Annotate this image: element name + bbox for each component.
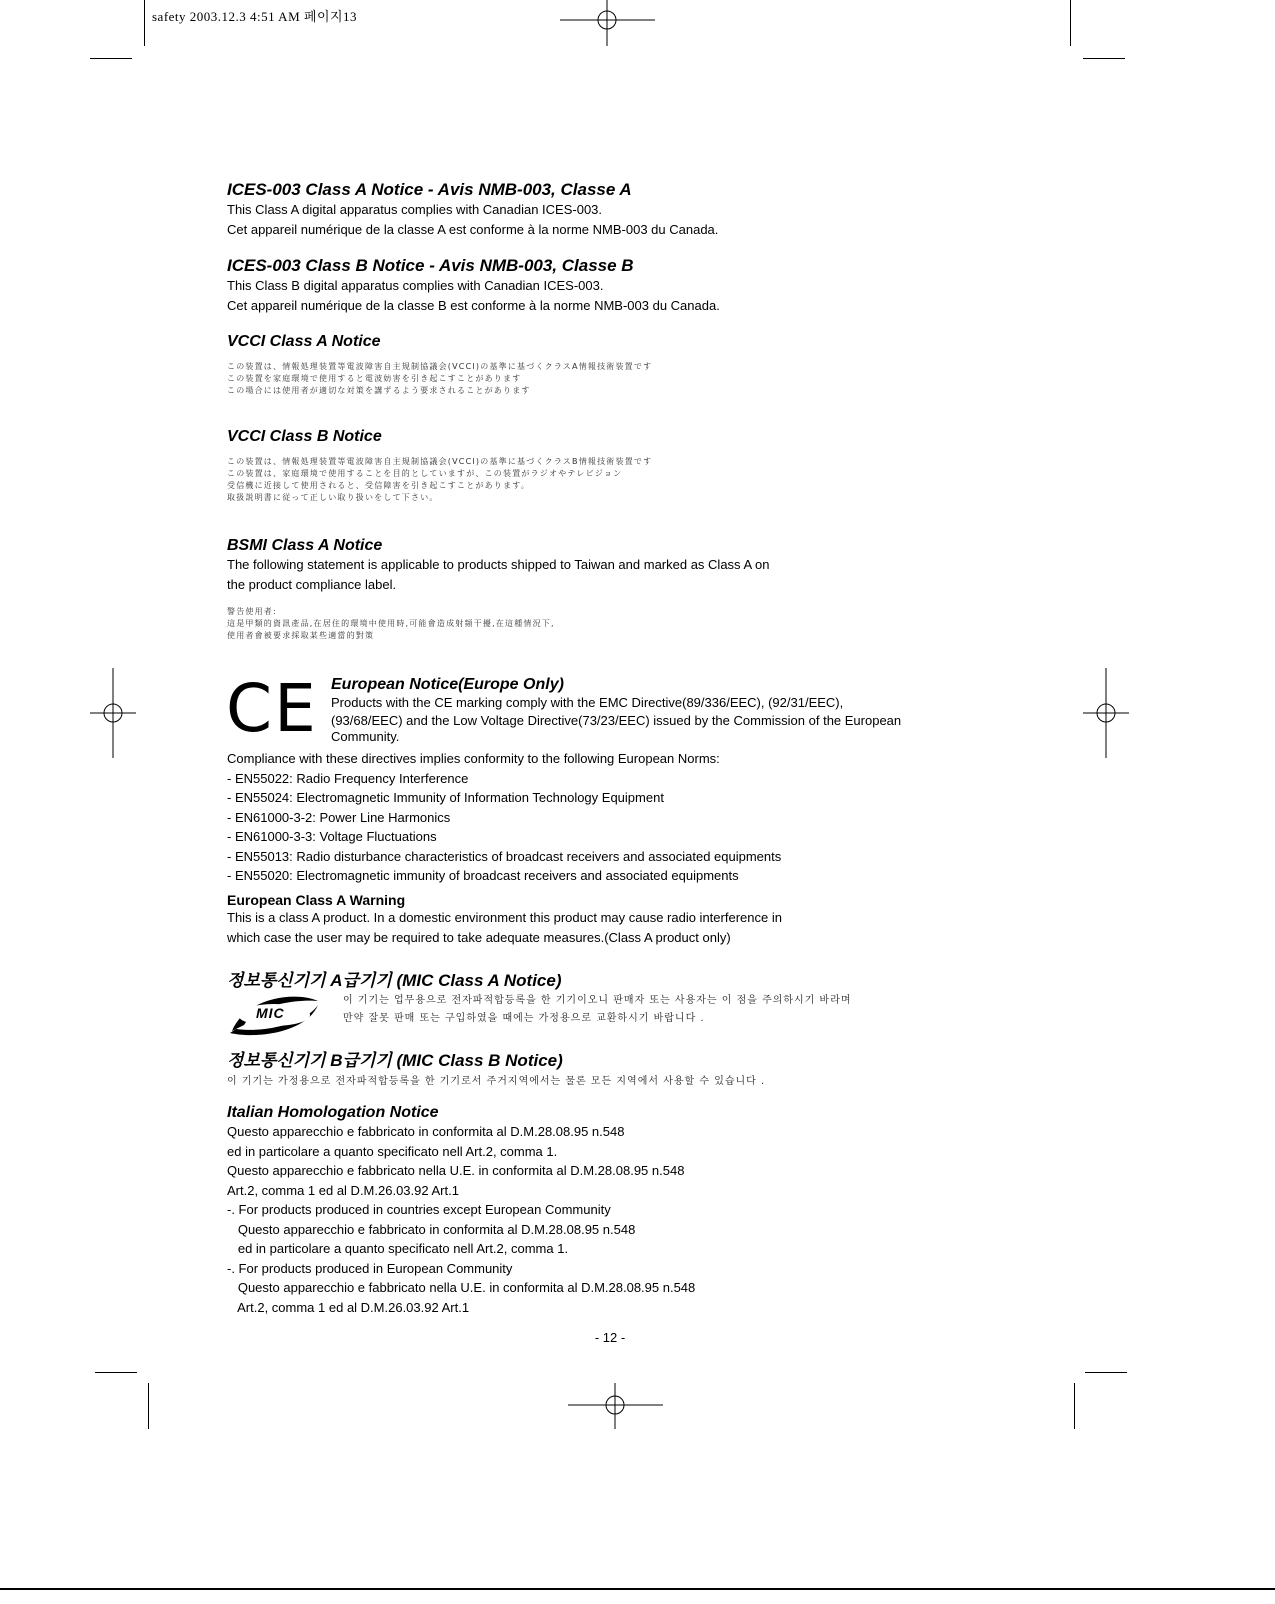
- crop-mark-bottom-right-vertical: [1074, 1383, 1075, 1429]
- italian-line: ed in particolare a quanto specificato nell Art.2, comma 1.: [227, 1143, 558, 1159]
- bsmi-class-a-line: The following statement is applicable to products shipped to Taiwan and marked as Class A on: [227, 557, 770, 572]
- bsmi-chinese-line: 警告使用者:: [227, 607, 277, 616]
- vcci-class-a-line: この装置は、情報処理装置等電波障害自主規制協議会(VCCI)の基準に基づくクラスA情報技術装置です: [227, 362, 653, 371]
- italian-line: Questo apparecchio e fabbricato in conformita al D.M.28.08.95 n.548: [227, 1124, 625, 1139]
- european-notice-header: [331, 676, 1031, 743]
- mic-logo-text: MIC: [256, 1005, 285, 1021]
- mic-class-a-title: 정보통신기기 A급기기 (MIC Class A Notice): [227, 971, 562, 990]
- european-warning-line: which case the user may be required to take adequate measures.(Class A product only): [227, 929, 731, 945]
- european-warning-line: This is a class A product. In a domestic environment this product may cause radio interference in: [227, 910, 782, 925]
- registration-mark-bottom-icon: [568, 1383, 663, 1429]
- compliance-statement: Compliance with these directives implies conformity to the following European Norms:: [227, 751, 720, 766]
- mic-logo-icon: [226, 993, 322, 1037]
- registration-mark-left-icon: [90, 668, 136, 758]
- bsmi-chinese-line: 使用者會被要求採取某些適當的對策: [227, 631, 375, 640]
- italian-line: ed in particolare a quanto specificato nell Art.2, comma 1.: [227, 1241, 569, 1256]
- italian-line: Questo apparecchio e fabbricato nella U.E. in conformita al D.M.28.08.95 n.548: [227, 1163, 685, 1178]
- norm-item: - EN55022: Radio Frequency Interference: [227, 770, 469, 786]
- vcci-class-a-title: VCCI Class A Notice: [227, 333, 381, 350]
- vcci-class-a-line: この場合には使用者が適切な対策を講ずるよう要求されることがあります: [227, 386, 531, 395]
- crop-mark-bottom-left-horizontal: [95, 1372, 137, 1373]
- vcci-class-b-section: [227, 428, 1027, 504]
- ices-class-a-title: ICES-003 Class A Notice - Avis NMB-003, Classe A: [227, 180, 632, 199]
- vcci-class-b-line: この装置は、家庭環境で使用することを目的としていますが、この装置がラジオやテレビジョン: [227, 469, 623, 478]
- ices-class-a-line: Cet appareil numérique de la classe A est conforme à la norme NMB-003 du Canada.: [227, 221, 719, 237]
- vcci-class-b-title: VCCI Class B Notice: [227, 428, 382, 445]
- european-intro-line: Products with the CE marking comply with the EMC Directive(89/336/EEC), (92/31/EEC),: [331, 695, 844, 710]
- crop-mark-top-left-vertical: [144, 0, 145, 46]
- norm-item: - EN55013: Radio disturbance characteristics of broadcast receivers and associated equipments: [227, 848, 782, 864]
- bsmi-class-a-line: the product compliance label.: [227, 576, 397, 592]
- ices-class-b-line: This Class B digital apparatus complies with Canadian ICES-003.: [227, 278, 604, 293]
- mic-class-b-title: 정보통신기기 B급기기 (MIC Class B Notice): [227, 1051, 563, 1070]
- mic-class-a-body: [343, 992, 1043, 1028]
- page-bottom-rule: [0, 1588, 1275, 1590]
- page-number: - 12 -: [594, 1330, 626, 1345]
- vcci-class-a-section: [227, 333, 1027, 397]
- file-slug: safety 2003.12.3 4:51 AM 페이지13: [152, 9, 358, 24]
- ices-class-b-line: Cet appareil numérique de la classe B est conforme à la norme NMB-003 du Canada.: [227, 297, 720, 313]
- crop-mark-top-right-horizontal: [1083, 58, 1125, 59]
- mic-class-b-line: 이 기기는 가정용으로 전자파적합등록을 한 기기로서 주거지역에서는 물론 모든 지역에서 사용할 수 있습니다 .: [227, 1076, 766, 1087]
- bsmi-class-a-section: [227, 537, 1027, 642]
- ce-mark-icon: CE: [226, 670, 318, 747]
- vcci-class-b-line: この装置は、情報処理装置等電波障害自主規制協議会(VCCI)の基準に基づくクラスB情報技術装置です: [227, 457, 653, 466]
- registration-mark-top-icon: [560, 0, 655, 46]
- italian-line: Art.2, comma 1 ed al D.M.26.03.92 Art.1: [227, 1182, 459, 1198]
- crop-mark-bottom-left-vertical: [148, 1383, 149, 1429]
- european-norms-section: [227, 749, 1027, 886]
- mic-class-a-line: 만약 잘못 판매 또는 구입하였을 때에는 가정용으로 교환하시기 바랍니다 .: [343, 1013, 705, 1024]
- italian-line: Questo apparecchio e fabbricato nella U.E. in conformita al D.M.28.08.95 n.548: [227, 1280, 696, 1295]
- crop-mark-top-right-vertical: [1070, 0, 1071, 46]
- norm-item: - EN55024: Electromagnetic Immunity of Information Technology Equipment: [227, 790, 664, 805]
- crop-mark-top-left-horizontal: [90, 58, 132, 59]
- norm-item: - EN61000-3-2: Power Line Harmonics: [227, 809, 451, 825]
- italian-title: Italian Homologation Notice: [227, 1104, 439, 1121]
- european-intro-line: Community.: [331, 729, 400, 744]
- european-warning-title: European Class A Warning: [227, 892, 406, 908]
- ices-class-b-section: [227, 256, 1027, 315]
- european-notice-title: European Notice(Europe Only): [331, 676, 564, 693]
- mic-class-a-section: [227, 966, 1027, 991]
- bsmi-chinese-line: 這是甲類的資訊產品,在居住的環境中使用時,可能會造成射頻干擾,在這種情況下,: [227, 619, 555, 628]
- ices-class-a-line: This Class A digital apparatus complies with Canadian ICES-003.: [227, 202, 603, 217]
- bsmi-class-a-title: BSMI Class A Notice: [227, 537, 383, 554]
- italian-line: Art.2, comma 1 ed al D.M.26.03.92 Art.1: [227, 1299, 470, 1315]
- crop-mark-bottom-right-horizontal: [1085, 1372, 1127, 1373]
- italian-line: Questo apparecchio e fabbricato in conformita al D.M.28.08.95 n.548: [227, 1221, 636, 1237]
- european-warning-section: [227, 892, 1027, 947]
- norm-item: - EN61000-3-3: Voltage Fluctuations: [227, 829, 437, 844]
- ices-class-a-section: [227, 180, 1027, 239]
- registration-mark-right-icon: [1083, 668, 1129, 758]
- ices-class-b-title: ICES-003 Class B Notice - Avis NMB-003, Classe B: [227, 256, 634, 275]
- vcci-class-a-line: この装置を家庭環境で使用すると電波妨害を引き起こすことがあります: [227, 374, 522, 383]
- italian-homologation-section: [227, 1104, 1027, 1317]
- italian-line: -. For products produced in European Community: [227, 1260, 513, 1276]
- vcci-class-b-line: 受信機に近接して使用されると、受信障害を引き起こすことがあります。: [227, 481, 530, 490]
- mic-class-a-line: 이 기기는 업무용으로 전자파적합등록을 한 기기이오니 판매자 또는 사용자는 이 점을 주의하시기 바라며: [343, 995, 852, 1006]
- norm-item: - EN55020: Electromagnetic immunity of broadcast receivers and associated equipments: [227, 868, 739, 883]
- vcci-class-b-line: 取扱説明書に従って正しい取り扱いをして下さい。: [227, 493, 439, 502]
- mic-class-b-section: [227, 1046, 1027, 1091]
- european-intro-line: (93/68/EEC) and the Low Voltage Directive(73/23/EEC) issued by the Commission of the European: [331, 713, 902, 728]
- italian-line: -. For products produced in countries except European Community: [227, 1202, 611, 1217]
